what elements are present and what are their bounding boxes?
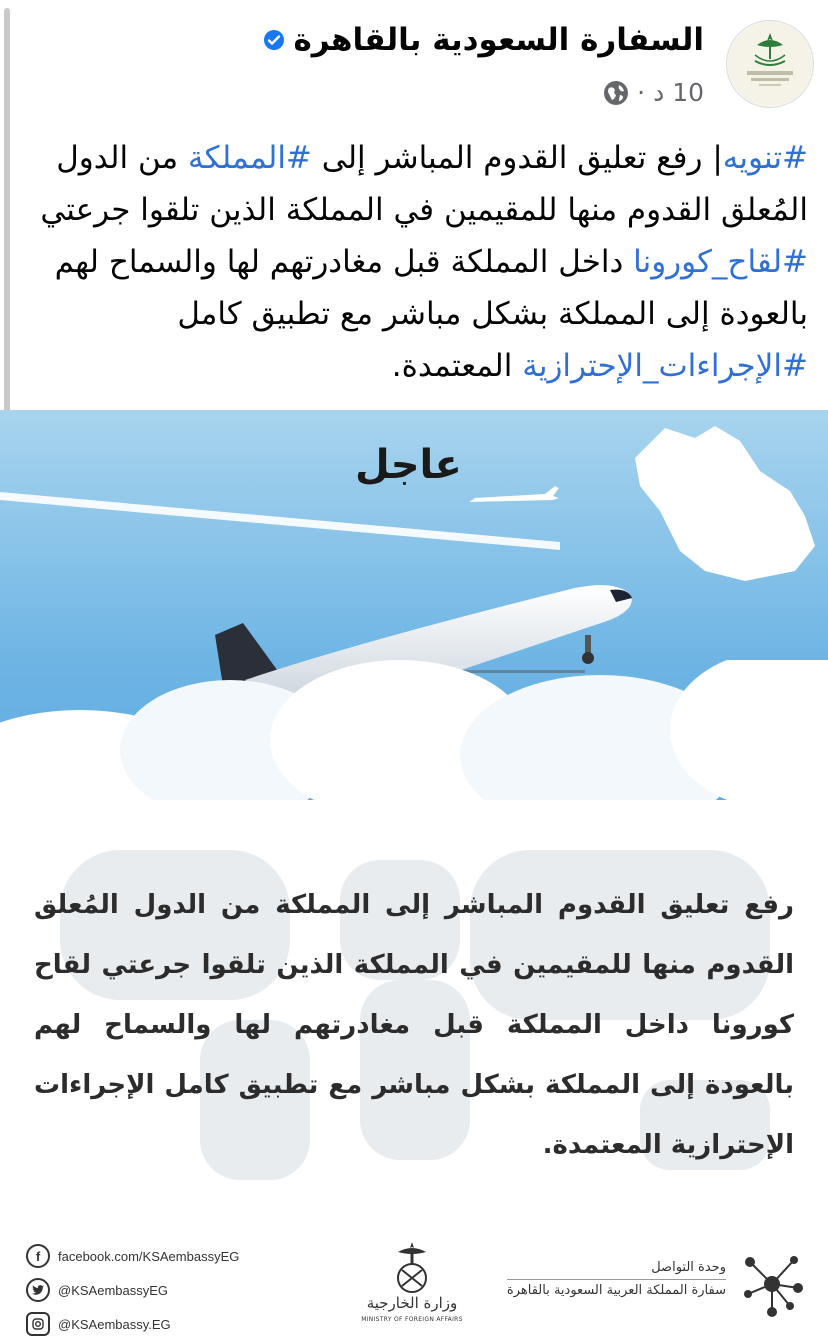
ministry-name-ar: وزارة الخارجية	[366, 1294, 458, 1312]
comm-unit-title: وحدة التواصل	[651, 1260, 726, 1275]
facebook-icon: f	[26, 1244, 50, 1268]
comm-unit-sub: سفارة المملكة العربية السعودية بالقاهرة	[507, 1279, 726, 1298]
globe-icon	[603, 80, 629, 106]
image-body-text: رفع تعليق القدوم المباشر إلى المملكة من الدول المُعلق القدوم منها للمقيمين في المملكة الذين تلقوا جرعتي لقاح كورونا داخل المملكة قبل مغادرتهم لها والسماح لهم بالعودة إلى المملكة بشكل مباشر مع تطبيق كامل الإجراءات الإحترازية المعتمدة.	[34, 890, 794, 1160]
twitter-icon	[26, 1278, 50, 1302]
facebook-handle: facebook.com/KSAembassyEG	[58, 1248, 240, 1264]
post-meta	[603, 78, 704, 107]
post-text-segment: من الدول المُعلق القدوم منها للمقيمين في المملكة الذين تلقوا جرعتي	[40, 140, 808, 228]
social-instagram[interactable]	[26, 1308, 306, 1340]
post-header	[0, 0, 828, 128]
ministry-name-en: MINISTRY OF FOREIGN AFFAIRS	[361, 1316, 463, 1323]
network-icon	[736, 1248, 808, 1320]
post-time[interactable]: 10 د	[653, 78, 704, 107]
twitter-handle: @KSAembassyEG	[58, 1282, 169, 1298]
avatar[interactable]	[726, 20, 814, 108]
social-twitter[interactable]	[26, 1274, 306, 1306]
post-text-segment: المعتمدة.	[391, 348, 523, 384]
distant-plane-icon	[470, 480, 560, 510]
embassy-logo-icon	[727, 21, 813, 107]
urgent-title: عاجل	[355, 442, 462, 488]
social-facebook[interactable]	[26, 1240, 306, 1272]
post-image[interactable]	[0, 410, 828, 1341]
hashtag-link[interactable]: #الإجراءات_الإحترازية	[522, 348, 808, 384]
instagram-icon	[26, 1312, 50, 1336]
page-name[interactable]: السفارة السعودية بالقاهرة	[293, 22, 704, 58]
hashtag-link[interactable]: #المملكة	[188, 140, 312, 176]
hashtag-link[interactable]: #لقاح_كورونا	[633, 244, 808, 280]
post-text-segment: داخل المملكة قبل مغادرتهم لها والسماح لهم بالعودة إلى المملكة بشكل مباشر مع تطبيق كامل	[54, 244, 808, 332]
meta-separator: ·	[637, 78, 646, 107]
post-text	[20, 132, 808, 392]
comm-unit	[507, 1260, 726, 1298]
page-name-row	[263, 22, 704, 58]
verified-icon	[263, 29, 285, 51]
instagram-handle: @KSAembassy.EG	[58, 1316, 171, 1332]
hashtag-link[interactable]: #تنويه	[722, 140, 808, 176]
post-text-segment: | رفع تعليق القدوم المباشر إلى	[311, 140, 723, 176]
social-list	[26, 1240, 306, 1341]
